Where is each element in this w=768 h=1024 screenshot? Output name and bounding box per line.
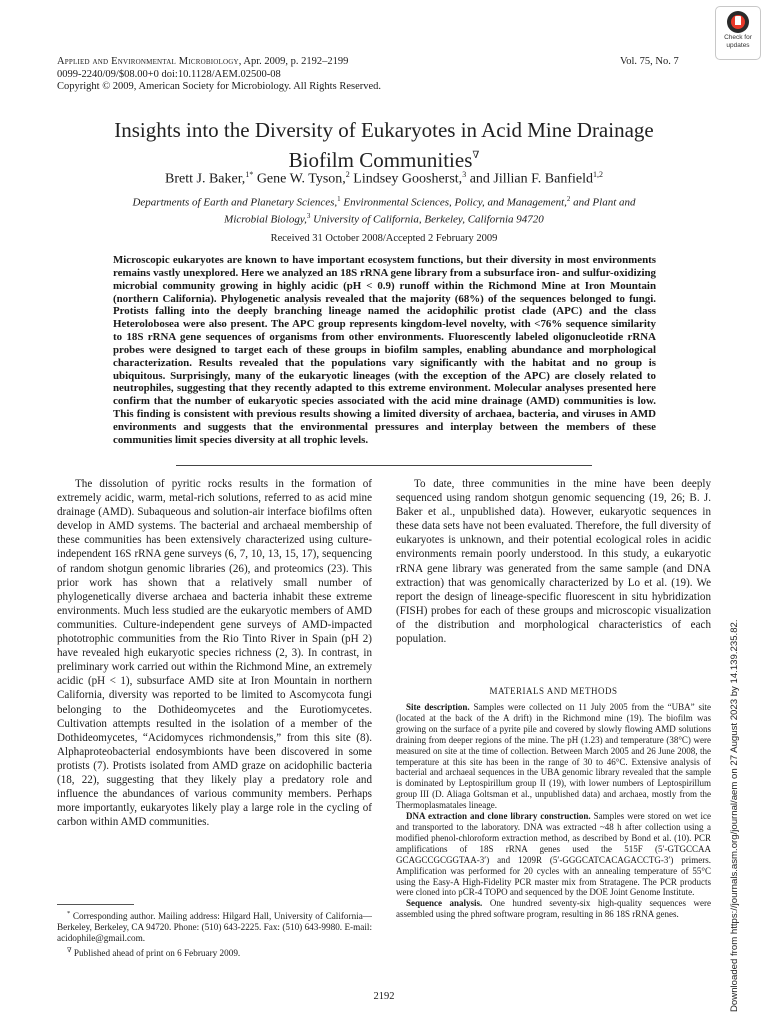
- affil-1c: and Plant and: [573, 196, 636, 209]
- title-footnote-mark: ∇: [472, 150, 480, 161]
- footnotes: [57, 908, 372, 959]
- affil-1b: Environmental Sciences, Policy, and Management,: [343, 196, 567, 209]
- author-2-sup: 2: [345, 170, 350, 179]
- methods-heading: MATERIALS AND METHODS: [489, 686, 618, 696]
- journal-citation: [57, 56, 417, 69]
- abstract-divider: [176, 465, 592, 466]
- check-for-updates-badge[interactable]: [715, 6, 761, 60]
- affil-2b: University of California, Berkeley, California 94720: [313, 213, 544, 226]
- title-line-2-text: Biofilm Communities: [288, 148, 473, 172]
- corresponding-text: Corresponding author. Mailing address: Hilgard Hall, University of California—Berkeley, Berkeley, CA 94720. Phone: (510) 643-2225. Fax: (510) 643-9980. E-mail: acidophile@gmail.com.: [57, 911, 372, 944]
- footnote-divider: [57, 904, 134, 905]
- published-footnote: [57, 945, 372, 959]
- download-watermark: Downloaded from https://journals.asm.org/journal/aem on 27 August 2023 by 14.139.235.82.: [729, 619, 740, 1012]
- title-line-1: Insights into the Diversity of Eukaryotes in Acid Mine Drainage: [114, 118, 654, 142]
- copyright: Copyright © 2009, American Society for Microbiology. All Rights Reserved.: [57, 81, 382, 93]
- author-3-sup: 3: [462, 170, 467, 179]
- site-description-label: Site description.: [406, 702, 470, 712]
- published-text: Published ahead of print on 6 February 2009.: [71, 947, 241, 958]
- affiliations: [60, 193, 708, 227]
- author-4: and Jillian F. Banfield: [469, 171, 593, 187]
- title-line-2: [60, 143, 708, 173]
- published-mark: ∇: [67, 946, 72, 954]
- received-accepted-dates: Received 31 October 2008/Accepted 2 February 2009: [270, 233, 498, 244]
- affil-1a: Departments of Earth and Planetary Sciences,: [132, 196, 338, 209]
- corresponding-author-footnote: [57, 908, 372, 945]
- badge-line1: Check for: [724, 34, 752, 41]
- authors: [60, 170, 708, 188]
- affil-2a: Microbial Biology,: [224, 213, 307, 226]
- affiliation-line-1: Departments of Earth and Planetary Sciences,$^1$ Environmental Sciences, Policy, and Management,$^2$ and Plant and: [132, 195, 636, 209]
- author-1-sup: 1*: [245, 170, 254, 179]
- sequence-analysis-paragraph: [396, 898, 711, 920]
- corresponding-mark: *: [67, 910, 71, 917]
- badge-line2: updates: [726, 41, 750, 49]
- issn-doi: 0099-2240/09/$08.00+0 doi:10.1128/AEM.02500-08: [57, 68, 281, 80]
- sequence-analysis-text: One hundred seventy-six high-quality sequences were assembled using the phred software program, resulting in 86 18S rRNA genes.: [396, 898, 711, 920]
- author-2: Gene W. Tyson,: [256, 171, 346, 187]
- journal-header: [57, 56, 417, 94]
- page-number: 2192: [373, 991, 395, 1002]
- methods-section: [396, 702, 711, 920]
- affiliation-line-2: Microbial Biology,$^3$ University of California, Berkeley, California 94720: [224, 212, 544, 226]
- volume-issue: Vol. 75, No. 7: [620, 56, 679, 67]
- article-title: [60, 118, 708, 173]
- journal-name: Applied and Environmental Microbiology: [57, 56, 239, 67]
- badge-label: [716, 34, 760, 49]
- bookmark-icon: [727, 11, 749, 33]
- intro-left-column: The dissolution of pyritic rocks results in the formation of extremely acidic, warm, metal-rich solutions, referred to as acid mine drainage (AMD). Subaqueous and solution-air interface biofilms often develop in AMD systems. The bacterial and archaeal membership of these communities has been extensively characterized using culture-independent 16S rRNA gene surveys (6, 7, 10, 13, 15, 17), sequencing of random shotgun genomic libraries (26), and proteomics (23). This prior work has shown that a relatively small number of phylogenetically diverse archaea and bacteria inhabit these extreme environments. Much less studied are the eukaryotic members of AMD communities. Culture-independent gene surveys of AMD-impacted phototrophic communities from the Rio Tinto River in Spain (pH 2) have revealed high eukaryotic species richness (2, 3). In contrast, in preliminary work carried out within the Richmond Mine, an extremely acidic (pH < 1), subsurface AMD site at Iron Mountain in northern California, diversity was reported to be limited to Ascomycota fungi belonging to the Dothideomycetes and the Eurotiomycetes. Cultivation attempts resulted in the isolation of a member of the Dothideomycetes, “Acidomyces richmondensis,” from this site (8). Alphaproteobacterial endosymbionts have been discovered in some protists (7). Protists isolated from AMD graze on acidophilic bacteria (18, 22), suggesting that they likely play a predatory role and influence the abundances of various community members. Perhaps more importantly, eukaryotes likely play a large role in the cycling of carbon within AMD communities.: [57, 478, 372, 829]
- sequence-analysis-label: Sequence analysis.: [406, 898, 483, 909]
- author-3: Lindsey Goosherst,: [353, 171, 463, 187]
- abstract: Microscopic eukaryotes are known to have important ecosystem functions, but their diversity in most environments remains vastly unexplored. Here we analyzed an 18S rRNA gene library from a subsurface iron- and sulfur-oxidizing microbial community growing in highly acidic (pH < 0.9) runoff within the Richmond Mine at Iron Mountain (northern California). Phylogenetic analysis revealed that the majority (68%) of the sequences belonged to fungi. Protists falling into the deeply branching lineage named the acidophilic protist clade (APC) and the class Heterolobosea were also present. The APC group represents kingdom-level novelty, with <76% sequence similarity to 18S rRNA gene sequences of organisms from other environments. Fluorescently labeled oligonucleotide rRNA probes were designed to target each of these groups in biofilm samples, enabling abundance and morphological characterization. Results revealed that the populations vary significantly with the habitat and no group is ubiquitous. Surprisingly, many of the eukaryotic lineages (with the exception of the APC) are closely related to neutrophiles, suggesting that they recently adapted to this extreme environment. Molecular analyses presented here confirm that the number of eukaryotic species associated with the acid mine drainage (AMD) communities is low. This finding is consistent with previous results showing a limited diversity of archaea, bacteria, and viruses in AMD environments and suggests that the environmental pressures and interplay between the members of these communities limit species diversity at all trophic levels.: [113, 254, 656, 446]
- dna-extraction-paragraph: [396, 811, 711, 898]
- site-description-text: Samples were collected on 11 July 2005 from the “UBA” site (located at the back of the A drift) in the Richmond mine (19). The biofilm was growing on the surface of a pyrite pile and covered by slowly flowing AMD solutions draining from deeper regions of the mine. The pH (1.23) and temperature (38°C) were measured on site at the time of collection. Between March 2005 and 26 June 2008, the temperature at this site has been in the range of 30 to 46°C. Extensive analysis of bacterial and archaeal sequences in the UBA genomic library revealed that the sample is dominated by Leptospirillum group II (19), with lower numbers of Leptospirillum group III (D. Aliaga Goltsman et al., unpublished data) and archaea, mostly from the Thermoplasmatales lineage.: [396, 702, 711, 811]
- dna-extraction-text: Samples were stored on wet ice and transported to the laboratory. DNA was extracted ~48 h after collection using a modified phenol-chloroform extraction method, as described by Bond et al. (10). PCR amplifications of 18S rRNA genes used the 515F (5′-GTGCCAA GCAGCCGCGGTAA-3′) and 1209R (5′-GGGCATCACAGACCTG-3′) primers. Amplification was performed for 20 cycles with an annealing temperature of 55°C using the Easy-A High-Fidelity PCR master mix from Stratagene. The PCR products were cloned into pCR-4 TOPO and sequenced by the DOE Joint Genome Institute.: [396, 811, 712, 898]
- author-4-sup: 1,2: [593, 170, 603, 179]
- author-1: Brett J. Baker,: [165, 171, 246, 187]
- journal-date-pages: , Apr. 2009, p. 2192–2199: [238, 56, 349, 67]
- intro-right-column: To date, three communities in the mine have been deeply sequenced using random shotgun genomic sequencing (19, 26; B. J. Baker et al., unpublished data). However, eukaryotic sequences in these data sets have not been evaluated. Therefore, the full diversity of eukaryotes is unknown, and their potential ecological roles in acidic environments remain poorly understood. In this study, a eukaryotic rRNA gene library was generated from the same sample (and DNA extraction) that was genomically characterized by Lo et al. (19). We report the design of lineage-specific fluorescent in situ hybridization (FISH) probes for each of these groups and microscopic visualization of the distribution and morphological characteristics of each population.: [396, 478, 711, 646]
- site-description-paragraph: [396, 702, 711, 811]
- dna-extraction-label: DNA extraction and clone library construction.: [406, 811, 591, 822]
